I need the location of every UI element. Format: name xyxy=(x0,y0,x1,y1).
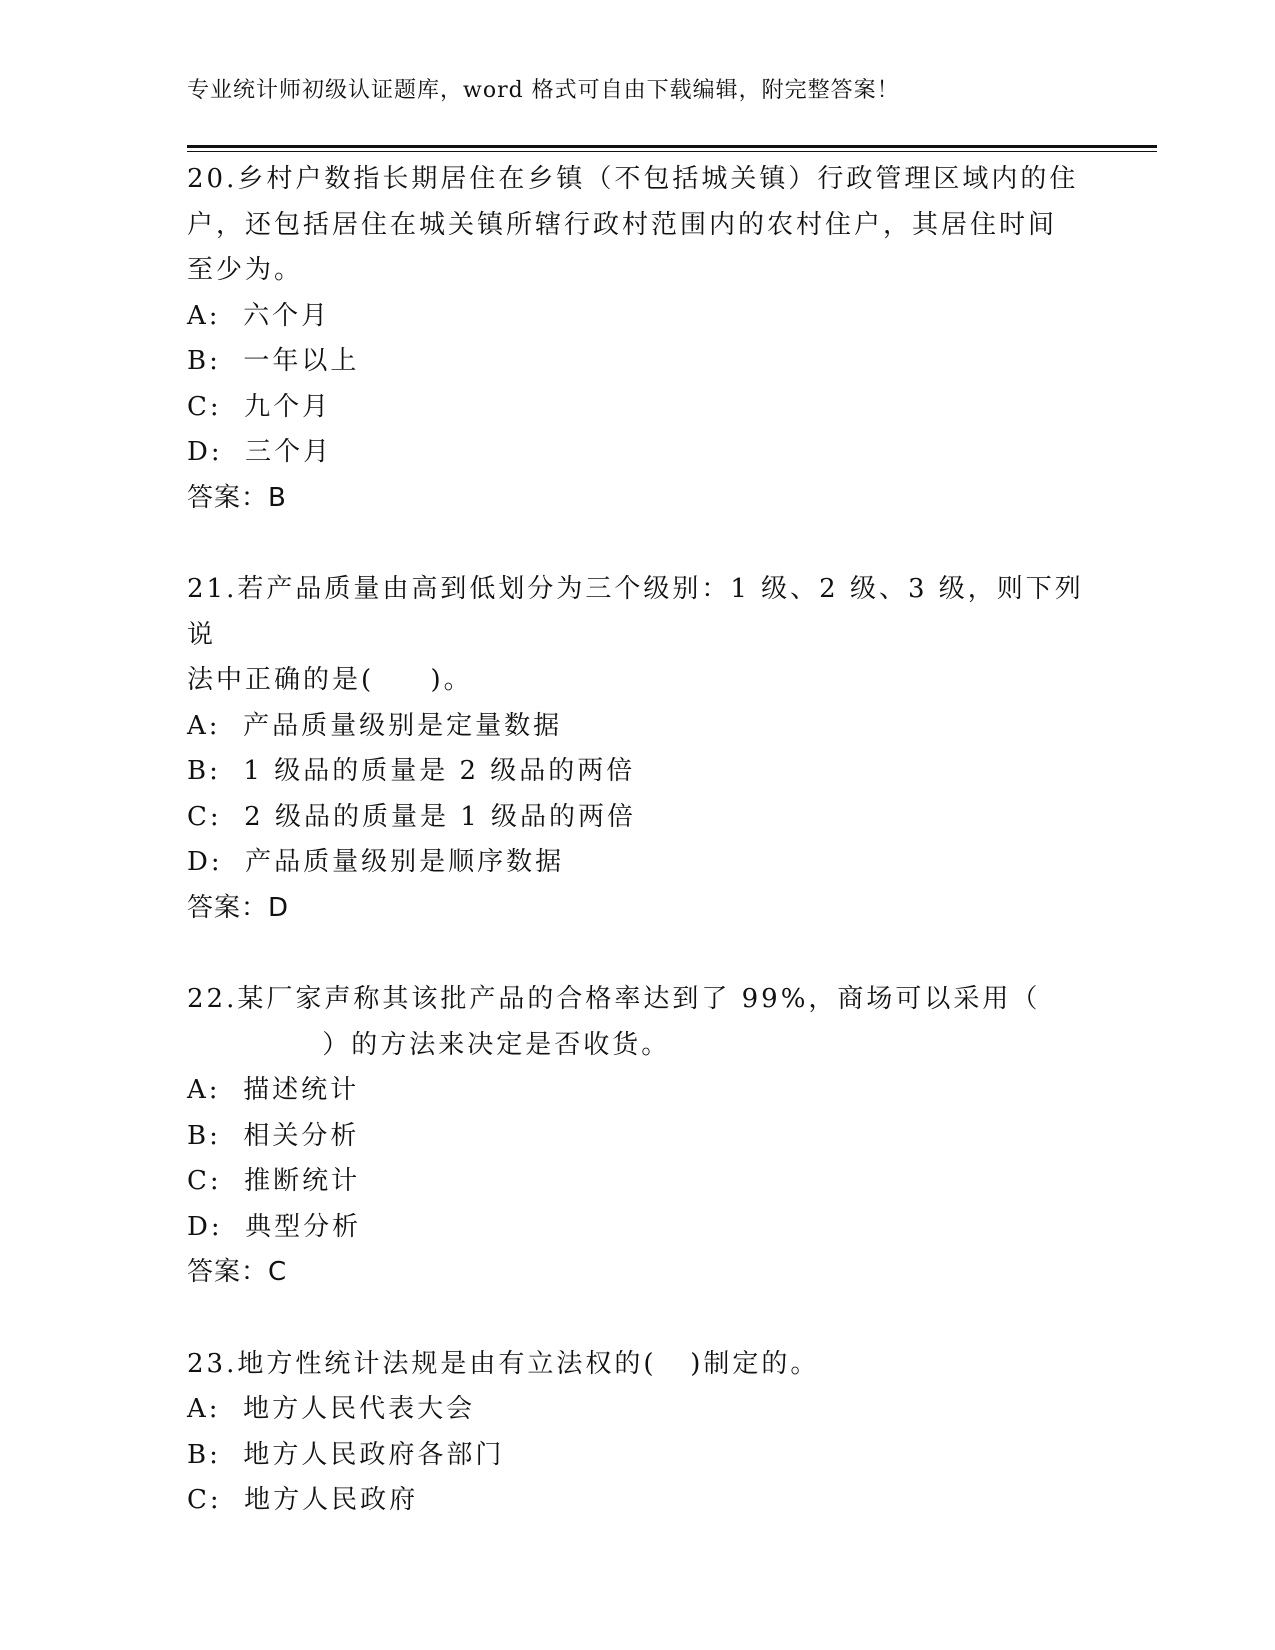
page-header: 专业统计师初级认证题库，word 格式可自由下载编辑，附完整答案！ xyxy=(187,78,900,103)
header-rule-thick xyxy=(187,145,1157,148)
option-a: A: 六个月 xyxy=(187,300,331,331)
option-a: A: 描述统计 xyxy=(187,1075,360,1105)
header-rule-thin xyxy=(187,151,1157,152)
question-21 xyxy=(187,567,1087,931)
question-list xyxy=(187,157,1087,1570)
question-20 xyxy=(187,157,1087,521)
question-stem: 23.地方性统计法规是由有立法权的( )制定的。 xyxy=(187,1348,820,1379)
question-stem: 21.若产品质量由高到低划分为三个级别：1 级、2 级、3 级，则下列说 法中正确的是( )。 xyxy=(187,574,1084,695)
option-c: C: 九个月 xyxy=(187,391,332,422)
option-a: A: 地方人民代表大会 xyxy=(187,1394,476,1424)
option-b: B: 一年以上 xyxy=(187,346,360,376)
question-22 xyxy=(187,977,1087,1296)
option-d: D: 三个月 xyxy=(187,437,333,467)
option-c: C: 地方人民政府 xyxy=(187,1485,419,1515)
question-stem: 20.乡村户数指长期居住在乡镇（不包括城关镇）行政管理区域内的住 户，还包括居住在城关镇所辖行政村范围内的农村住户，其居住时间 至少为。 xyxy=(187,164,1079,285)
option-c: C: 推断统计 xyxy=(187,1166,361,1196)
option-d: D: 产品质量级别是顺序数据 xyxy=(187,847,565,877)
option-a: A: 产品质量级别是定量数据 xyxy=(187,710,563,741)
option-b: B: 1 级品的质量是 2 级品的两倍 xyxy=(187,756,636,786)
option-b: B: 相关分析 xyxy=(187,1120,360,1151)
answer-line: 答案：D xyxy=(187,892,290,923)
question-stem: 22.某厂家声称其该批产品的合格率达到了 99%，商场可以采用（ ）的方法来决定是否收货。 xyxy=(187,984,1041,1060)
option-c: C: 2 级品的质量是 1 级品的两倍 xyxy=(187,801,637,832)
answer-line: 答案：B xyxy=(187,482,287,513)
option-d: D: 典型分析 xyxy=(187,1211,362,1242)
option-b: B: 地方人民政府各部门 xyxy=(187,1439,505,1470)
answer-line: 答案：C xyxy=(187,1257,288,1287)
question-23 xyxy=(187,1342,1087,1524)
